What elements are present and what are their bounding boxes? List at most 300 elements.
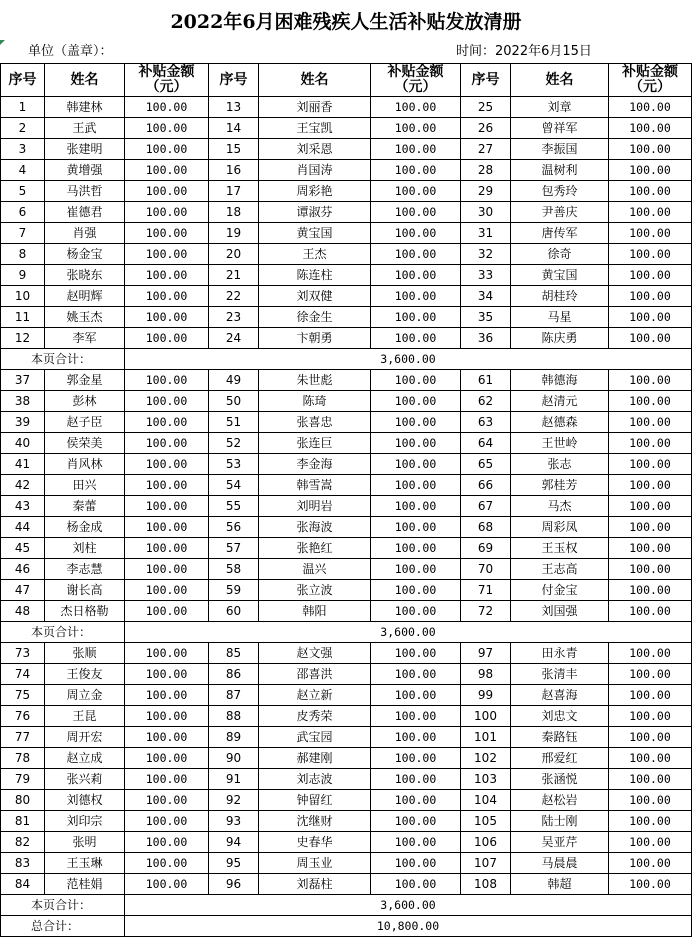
person-name: 周彩艳 [259, 181, 371, 202]
subtotal-label: 本页合计： [1, 895, 125, 916]
person-name: 张顺 [45, 643, 125, 664]
subsidy-amount: 100.00 [609, 790, 692, 811]
row-seq: 74 [1, 664, 45, 685]
person-name: 韩雪嵩 [259, 475, 371, 496]
subsidy-amount: 100.00 [125, 643, 209, 664]
table-row [1, 874, 692, 895]
row-seq: 104 [461, 790, 511, 811]
subsidy-amount: 100.00 [609, 664, 692, 685]
subsidy-amount: 100.00 [371, 706, 461, 727]
table-body [1, 64, 692, 937]
person-name: 韩建林 [45, 97, 125, 118]
row-seq: 89 [209, 727, 259, 748]
subsidy-amount: 100.00 [125, 244, 209, 265]
subsidy-amount: 100.00 [371, 160, 461, 181]
subtotal-value: 3,600.00 [125, 895, 692, 916]
person-name: 王武 [45, 118, 125, 139]
person-name: 周玉业 [259, 853, 371, 874]
row-seq: 56 [209, 517, 259, 538]
row-seq: 75 [1, 685, 45, 706]
row-seq: 58 [209, 559, 259, 580]
row-seq: 2 [1, 118, 45, 139]
person-name: 崔德君 [45, 202, 125, 223]
subsidy-amount: 100.00 [371, 748, 461, 769]
row-seq: 23 [209, 307, 259, 328]
subsidy-amount: 100.00 [125, 727, 209, 748]
person-name: 温树利 [511, 160, 609, 181]
row-seq: 27 [461, 139, 511, 160]
person-name: 朱世彪 [259, 370, 371, 391]
row-seq: 37 [1, 370, 45, 391]
person-name: 吴亚芹 [511, 832, 609, 853]
person-name: 赵清元 [511, 391, 609, 412]
person-name: 史春华 [259, 832, 371, 853]
subsidy-amount: 100.00 [125, 454, 209, 475]
row-seq: 42 [1, 475, 45, 496]
person-name: 黄增强 [45, 160, 125, 181]
row-seq: 17 [209, 181, 259, 202]
row-seq: 85 [209, 643, 259, 664]
row-seq: 91 [209, 769, 259, 790]
subsidy-amount: 100.00 [125, 685, 209, 706]
person-name: 赵立成 [45, 748, 125, 769]
subsidy-amount: 100.00 [371, 643, 461, 664]
person-name: 曾祥军 [511, 118, 609, 139]
row-seq: 29 [461, 181, 511, 202]
subsidy-amount: 100.00 [371, 538, 461, 559]
table-row [1, 391, 692, 412]
row-seq: 46 [1, 559, 45, 580]
subsidy-amount: 100.00 [125, 391, 209, 412]
person-name: 张涵悦 [511, 769, 609, 790]
subsidy-amount: 100.00 [609, 139, 692, 160]
row-seq: 90 [209, 748, 259, 769]
row-seq: 54 [209, 475, 259, 496]
row-seq: 88 [209, 706, 259, 727]
person-name: 田永青 [511, 643, 609, 664]
subtotal-value: 3,600.00 [125, 622, 692, 643]
row-seq: 76 [1, 706, 45, 727]
row-seq: 12 [1, 328, 45, 349]
person-name: 侯荣美 [45, 433, 125, 454]
person-name: 韩阳 [259, 601, 371, 622]
row-seq: 18 [209, 202, 259, 223]
subsidy-amount: 100.00 [125, 118, 209, 139]
row-seq: 59 [209, 580, 259, 601]
subsidy-amount: 100.00 [609, 454, 692, 475]
subsidy-amount: 100.00 [609, 118, 692, 139]
subsidy-amount: 100.00 [125, 538, 209, 559]
person-name: 王志高 [511, 559, 609, 580]
subsidy-amount: 100.00 [609, 769, 692, 790]
person-name: 尹善庆 [511, 202, 609, 223]
person-name: 李军 [45, 328, 125, 349]
row-seq: 30 [461, 202, 511, 223]
person-name: 刘国强 [511, 601, 609, 622]
subsidy-amount: 100.00 [371, 853, 461, 874]
table-row [1, 118, 692, 139]
row-seq: 69 [461, 538, 511, 559]
row-seq: 36 [461, 328, 511, 349]
row-seq: 92 [209, 790, 259, 811]
subsidy-amount: 100.00 [125, 517, 209, 538]
subsidy-amount: 100.00 [371, 433, 461, 454]
person-name: 刘明岩 [259, 496, 371, 517]
subsidy-amount: 100.00 [609, 496, 692, 517]
header-amount: 补贴金额（元） [609, 64, 692, 97]
row-seq: 57 [209, 538, 259, 559]
row-seq: 77 [1, 727, 45, 748]
row-seq: 43 [1, 496, 45, 517]
table-row [1, 244, 692, 265]
subsidy-amount: 100.00 [609, 748, 692, 769]
subsidy-amount: 100.00 [371, 202, 461, 223]
subsidy-amount: 100.00 [609, 727, 692, 748]
subsidy-amount: 100.00 [371, 391, 461, 412]
subsidy-amount: 100.00 [125, 601, 209, 622]
subsidy-amount: 100.00 [609, 643, 692, 664]
subsidy-amount: 100.00 [371, 874, 461, 895]
row-seq: 10 [1, 286, 45, 307]
subsidy-amount: 100.00 [609, 538, 692, 559]
subsidy-amount: 100.00 [125, 223, 209, 244]
table-row [1, 685, 692, 706]
table-header-row [1, 64, 692, 97]
person-name: 张清丰 [511, 664, 609, 685]
row-seq: 100 [461, 706, 511, 727]
person-name: 王玉权 [511, 538, 609, 559]
subsidy-amount: 100.00 [371, 244, 461, 265]
row-seq: 108 [461, 874, 511, 895]
table-row [1, 496, 692, 517]
row-seq: 52 [209, 433, 259, 454]
subsidy-amount: 100.00 [609, 811, 692, 832]
row-seq: 94 [209, 832, 259, 853]
subsidy-amount: 100.00 [609, 97, 692, 118]
person-name: 肖国涛 [259, 160, 371, 181]
subsidy-amount: 100.00 [125, 181, 209, 202]
subsidy-amount: 100.00 [609, 286, 692, 307]
row-seq: 84 [1, 874, 45, 895]
person-name: 肖风林 [45, 454, 125, 475]
row-seq: 86 [209, 664, 259, 685]
row-seq: 4 [1, 160, 45, 181]
subsidy-amount: 100.00 [371, 412, 461, 433]
person-name: 刘章 [511, 97, 609, 118]
subsidy-amount: 100.00 [371, 559, 461, 580]
person-name: 范桂娟 [45, 874, 125, 895]
subsidy-amount: 100.00 [371, 496, 461, 517]
page-subtotal-row [1, 622, 692, 643]
table-row [1, 643, 692, 664]
person-name: 温兴 [259, 559, 371, 580]
subsidy-amount: 100.00 [125, 286, 209, 307]
person-name: 邵喜洪 [259, 664, 371, 685]
subsidy-amount: 100.00 [609, 580, 692, 601]
person-name: 郝建刚 [259, 748, 371, 769]
row-seq: 101 [461, 727, 511, 748]
row-seq: 24 [209, 328, 259, 349]
subsidy-amount: 100.00 [371, 328, 461, 349]
table-row [1, 160, 692, 181]
person-name: 杨金成 [45, 517, 125, 538]
person-name: 武宝园 [259, 727, 371, 748]
row-seq: 68 [461, 517, 511, 538]
subsidy-amount: 100.00 [609, 559, 692, 580]
person-name: 周彩凤 [511, 517, 609, 538]
row-seq: 1 [1, 97, 45, 118]
row-seq: 63 [461, 412, 511, 433]
person-name: 胡桂玲 [511, 286, 609, 307]
row-seq: 47 [1, 580, 45, 601]
row-seq: 61 [461, 370, 511, 391]
table-row [1, 853, 692, 874]
row-seq: 8 [1, 244, 45, 265]
row-seq: 99 [461, 685, 511, 706]
table-row [1, 664, 692, 685]
header-name: 姓名 [511, 64, 609, 97]
subsidy-amount: 100.00 [371, 265, 461, 286]
table-row [1, 832, 692, 853]
table-row [1, 748, 692, 769]
person-name: 张艳红 [259, 538, 371, 559]
row-seq: 49 [209, 370, 259, 391]
header-name: 姓名 [259, 64, 371, 97]
subsidy-amount: 100.00 [125, 475, 209, 496]
subsidy-amount: 100.00 [609, 244, 692, 265]
subsidy-amount: 100.00 [125, 412, 209, 433]
person-name: 张晓东 [45, 265, 125, 286]
table-row [1, 370, 692, 391]
table-row [1, 223, 692, 244]
row-seq: 33 [461, 265, 511, 286]
person-name: 陈连柱 [259, 265, 371, 286]
person-name: 刘双健 [259, 286, 371, 307]
person-name: 刘印宗 [45, 811, 125, 832]
row-seq: 64 [461, 433, 511, 454]
table-row [1, 454, 692, 475]
row-seq: 35 [461, 307, 511, 328]
table-row [1, 412, 692, 433]
row-seq: 14 [209, 118, 259, 139]
subsidy-amount: 100.00 [125, 664, 209, 685]
person-name: 刘德权 [45, 790, 125, 811]
person-name: 马星 [511, 307, 609, 328]
subsidy-amount: 100.00 [609, 601, 692, 622]
row-seq: 66 [461, 475, 511, 496]
person-name: 陈庆勇 [511, 328, 609, 349]
row-seq: 51 [209, 412, 259, 433]
row-seq: 97 [461, 643, 511, 664]
header-amount: 补贴金额（元） [371, 64, 461, 97]
person-name: 皮秀荣 [259, 706, 371, 727]
table-row [1, 706, 692, 727]
header-seq: 序号 [1, 64, 45, 97]
table-row [1, 811, 692, 832]
table-row [1, 265, 692, 286]
person-name: 韩德海 [511, 370, 609, 391]
row-seq: 83 [1, 853, 45, 874]
page-title: 2022年6月困难残疾人生活补贴发放清册 [170, 11, 522, 33]
grand-total-row [1, 916, 692, 937]
row-seq: 65 [461, 454, 511, 475]
subsidy-amount: 100.00 [609, 517, 692, 538]
person-name: 张连巨 [259, 433, 371, 454]
row-seq: 78 [1, 748, 45, 769]
subsidy-amount: 100.00 [125, 853, 209, 874]
table-row [1, 559, 692, 580]
subsidy-amount: 100.00 [371, 286, 461, 307]
subsidy-amount: 100.00 [125, 706, 209, 727]
person-name: 张建明 [45, 139, 125, 160]
row-seq: 98 [461, 664, 511, 685]
row-seq: 21 [209, 265, 259, 286]
row-seq: 53 [209, 454, 259, 475]
subtotal-value: 3,600.00 [125, 349, 692, 370]
row-seq: 3 [1, 139, 45, 160]
subsidy-amount: 100.00 [371, 727, 461, 748]
person-name: 姚玉杰 [45, 307, 125, 328]
grand-total-label: 总合计： [1, 916, 125, 937]
person-name: 赵文强 [259, 643, 371, 664]
person-name: 谢长高 [45, 580, 125, 601]
row-seq: 60 [209, 601, 259, 622]
row-seq: 32 [461, 244, 511, 265]
subsidy-amount: 100.00 [609, 265, 692, 286]
person-name: 刘磊柱 [259, 874, 371, 895]
row-seq: 6 [1, 202, 45, 223]
row-seq: 106 [461, 832, 511, 853]
row-seq: 5 [1, 181, 45, 202]
table-row [1, 580, 692, 601]
subsidy-amount: 100.00 [125, 202, 209, 223]
subsidy-amount: 100.00 [125, 811, 209, 832]
page-subtotal-row [1, 895, 692, 916]
subsidy-amount: 100.00 [609, 475, 692, 496]
row-seq: 105 [461, 811, 511, 832]
row-seq: 31 [461, 223, 511, 244]
row-seq: 72 [461, 601, 511, 622]
header-name: 姓名 [45, 64, 125, 97]
table-row [1, 202, 692, 223]
person-name: 黄宝国 [259, 223, 371, 244]
person-name: 张兴莉 [45, 769, 125, 790]
person-name: 郭桂芳 [511, 475, 609, 496]
unit-stamp-label: 单位（盖章）： [28, 44, 113, 59]
table-row [1, 517, 692, 538]
person-name: 彭林 [45, 391, 125, 412]
subsidy-amount: 100.00 [125, 748, 209, 769]
row-seq: 34 [461, 286, 511, 307]
person-name: 张喜忠 [259, 412, 371, 433]
person-name: 赵立新 [259, 685, 371, 706]
row-seq: 55 [209, 496, 259, 517]
subsidy-amount: 100.00 [125, 832, 209, 853]
row-seq: 81 [1, 811, 45, 832]
row-seq: 13 [209, 97, 259, 118]
person-name: 周立金 [45, 685, 125, 706]
person-name: 赵喜海 [511, 685, 609, 706]
subtotal-label: 本页合计： [1, 622, 125, 643]
subsidy-amount: 100.00 [609, 874, 692, 895]
person-name: 张立波 [259, 580, 371, 601]
person-name: 韩超 [511, 874, 609, 895]
subsidy-amount: 100.00 [125, 496, 209, 517]
person-name: 马洪哲 [45, 181, 125, 202]
subsidy-amount: 100.00 [125, 97, 209, 118]
person-name: 田兴 [45, 475, 125, 496]
person-name: 杨金宝 [45, 244, 125, 265]
person-name: 马晨晨 [511, 853, 609, 874]
subsidy-amount: 100.00 [371, 517, 461, 538]
subsidy-amount: 100.00 [371, 811, 461, 832]
subsidy-amount: 100.00 [125, 580, 209, 601]
subsidy-amount: 100.00 [125, 874, 209, 895]
row-seq: 70 [461, 559, 511, 580]
person-name: 王玉琳 [45, 853, 125, 874]
person-name: 王宝凯 [259, 118, 371, 139]
subsidy-amount: 100.00 [125, 433, 209, 454]
subsidy-amount: 100.00 [609, 181, 692, 202]
row-seq: 95 [209, 853, 259, 874]
subsidy-amount: 100.00 [609, 370, 692, 391]
header-seq: 序号 [461, 64, 511, 97]
row-seq: 11 [1, 307, 45, 328]
person-name: 马杰 [511, 496, 609, 517]
subsidy-amount: 100.00 [125, 559, 209, 580]
row-seq: 50 [209, 391, 259, 412]
row-seq: 28 [461, 160, 511, 181]
row-seq: 62 [461, 391, 511, 412]
row-seq: 26 [461, 118, 511, 139]
subsidy-amount: 100.00 [125, 328, 209, 349]
table-row [1, 181, 692, 202]
person-name: 徐金生 [259, 307, 371, 328]
table-row [1, 433, 692, 454]
person-name: 秦路钰 [511, 727, 609, 748]
person-name: 包秀玲 [511, 181, 609, 202]
row-seq: 25 [461, 97, 511, 118]
person-name: 沈继财 [259, 811, 371, 832]
table-row [1, 538, 692, 559]
row-seq: 107 [461, 853, 511, 874]
cell-corner-marker [0, 40, 5, 45]
subsidy-amount: 100.00 [125, 790, 209, 811]
row-seq: 15 [209, 139, 259, 160]
row-seq: 102 [461, 748, 511, 769]
person-name: 李金海 [259, 454, 371, 475]
person-name: 肖强 [45, 223, 125, 244]
date-label: 时间：2022年6月15日 [456, 44, 592, 59]
person-name: 张海波 [259, 517, 371, 538]
person-name: 周开宏 [45, 727, 125, 748]
person-name: 赵明辉 [45, 286, 125, 307]
page-subtotal-row [1, 349, 692, 370]
subsidy-amount: 100.00 [125, 139, 209, 160]
person-name: 钟留红 [259, 790, 371, 811]
person-name: 刘志波 [259, 769, 371, 790]
person-name: 王俊友 [45, 664, 125, 685]
subsidy-amount: 100.00 [609, 160, 692, 181]
row-seq: 48 [1, 601, 45, 622]
table-row [1, 769, 692, 790]
person-name: 卞朝勇 [259, 328, 371, 349]
row-seq: 44 [1, 517, 45, 538]
row-seq: 79 [1, 769, 45, 790]
person-name: 刘采恩 [259, 139, 371, 160]
subsidy-amount: 100.00 [371, 685, 461, 706]
subtotal-label: 本页合计： [1, 349, 125, 370]
